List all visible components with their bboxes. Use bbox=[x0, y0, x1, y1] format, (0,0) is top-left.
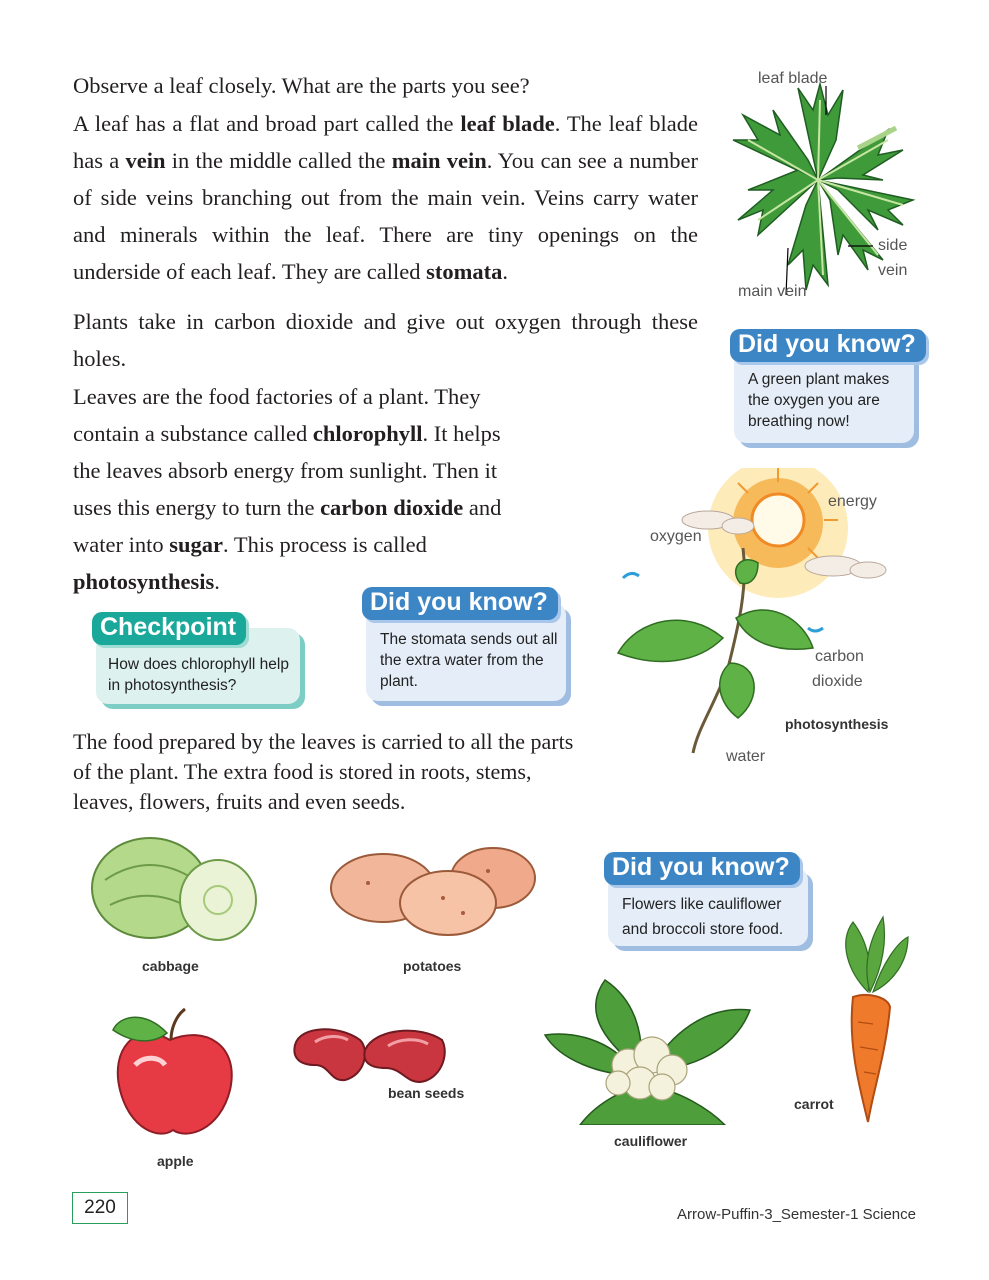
cauliflower-illustration bbox=[540, 975, 755, 1125]
checkpoint-question: How does chlorophyll help in photosynthesis? bbox=[108, 656, 289, 694]
food-storage-paragraph: The food prepared by the leaves is carried to all the parts of the plant. The extra food is stored in roots, stems, leaves, flowers, fruits and even seeds. bbox=[73, 729, 574, 814]
main-vein-label: main vein bbox=[738, 283, 807, 300]
bold-term: leaf blade bbox=[460, 111, 555, 136]
cabbage-label: cabbage bbox=[142, 958, 199, 974]
leaf-blade-label: leaf blade bbox=[758, 70, 828, 87]
bean-seeds-label: bean seeds bbox=[388, 1085, 465, 1101]
cabbage-illustration bbox=[80, 830, 260, 945]
text-run: . bbox=[502, 259, 509, 284]
side-vein-label-1: side bbox=[878, 237, 908, 254]
bean-seeds-illustration bbox=[290, 1020, 450, 1095]
photosynthesis-line-1 bbox=[73, 378, 513, 600]
book-title: Arrow-Puffin-3_Semester-1 Science bbox=[677, 1206, 916, 1223]
bold-term: main vein bbox=[391, 148, 487, 173]
side-vein-label-2: vein bbox=[878, 262, 908, 279]
oxygen-label: oxygen bbox=[650, 528, 702, 545]
text-run: . The leaf blade has a bbox=[73, 111, 698, 173]
dioxide-label: dioxide bbox=[812, 673, 863, 690]
potatoes-illustration bbox=[328, 843, 538, 938]
text-run: in the middle called the bbox=[165, 148, 392, 173]
page-number: 220 bbox=[72, 1192, 128, 1224]
water-label: water bbox=[726, 748, 766, 765]
carbon-label: carbon bbox=[815, 648, 864, 665]
did-you-know-body: Flowers like cauliflower and broccoli store food. bbox=[622, 896, 784, 938]
carrot-label: carrot bbox=[794, 1096, 834, 1112]
did-you-know-body: The stomata sends out all the extra water from the plant. bbox=[380, 631, 558, 690]
text-run: . This process is called bbox=[222, 532, 427, 557]
bold-term: photosynthesis bbox=[73, 569, 215, 594]
text-run: . bbox=[214, 569, 220, 594]
text-run: . It helps the leaves absorb energy from sunlight. Then it uses this energy to turn the bbox=[73, 421, 501, 520]
leaf-parts-paragraph bbox=[73, 105, 698, 290]
intro-question: Observe a leaf closely. What are the parts you see? bbox=[73, 73, 530, 98]
stomata-paragraph: Plants take in carbon dioxide and give out oxygen through these holes. bbox=[73, 309, 698, 371]
checkpoint-box bbox=[96, 613, 300, 704]
cauliflower-label: cauliflower bbox=[614, 1133, 688, 1149]
photosynthesis-caption: photosynthesis bbox=[785, 716, 889, 732]
apple-label: apple bbox=[157, 1153, 194, 1169]
bold-term: vein bbox=[125, 148, 166, 173]
bold-term: stomata bbox=[426, 259, 503, 284]
did-you-know-title: Did you know? bbox=[362, 587, 558, 620]
bold-term: carbon dioxide bbox=[320, 495, 464, 520]
apple-illustration bbox=[105, 1005, 240, 1145]
carrot-illustration bbox=[828, 912, 913, 1127]
did-you-know-title: Did you know? bbox=[730, 329, 926, 362]
did-you-know-cauliflower bbox=[608, 853, 808, 946]
checkpoint-title: Checkpoint bbox=[92, 612, 246, 645]
text-run: . You can see a number of side veins branching out from the main vein. Veins carry water and minerals within the leaf. There are tiny openings on the underside of each leaf. They are called bbox=[73, 148, 698, 284]
bold-term: chlorophyll bbox=[312, 421, 423, 446]
bold-term: sugar bbox=[169, 532, 223, 557]
did-you-know-body: A green plant makes the oxygen you are breathing now! bbox=[748, 371, 890, 430]
text-run: and water into bbox=[73, 495, 502, 557]
energy-label: energy bbox=[828, 493, 877, 510]
did-you-know-stomata bbox=[366, 588, 566, 701]
potatoes-label: potatoes bbox=[403, 958, 462, 974]
did-you-know-oxygen bbox=[734, 330, 916, 443]
text-run: A leaf has a flat and broad part called the bbox=[73, 111, 461, 136]
did-you-know-title: Did you know? bbox=[604, 852, 800, 885]
text-run: Leaves are the food factories of a plant. They contain a substance called bbox=[73, 384, 481, 446]
